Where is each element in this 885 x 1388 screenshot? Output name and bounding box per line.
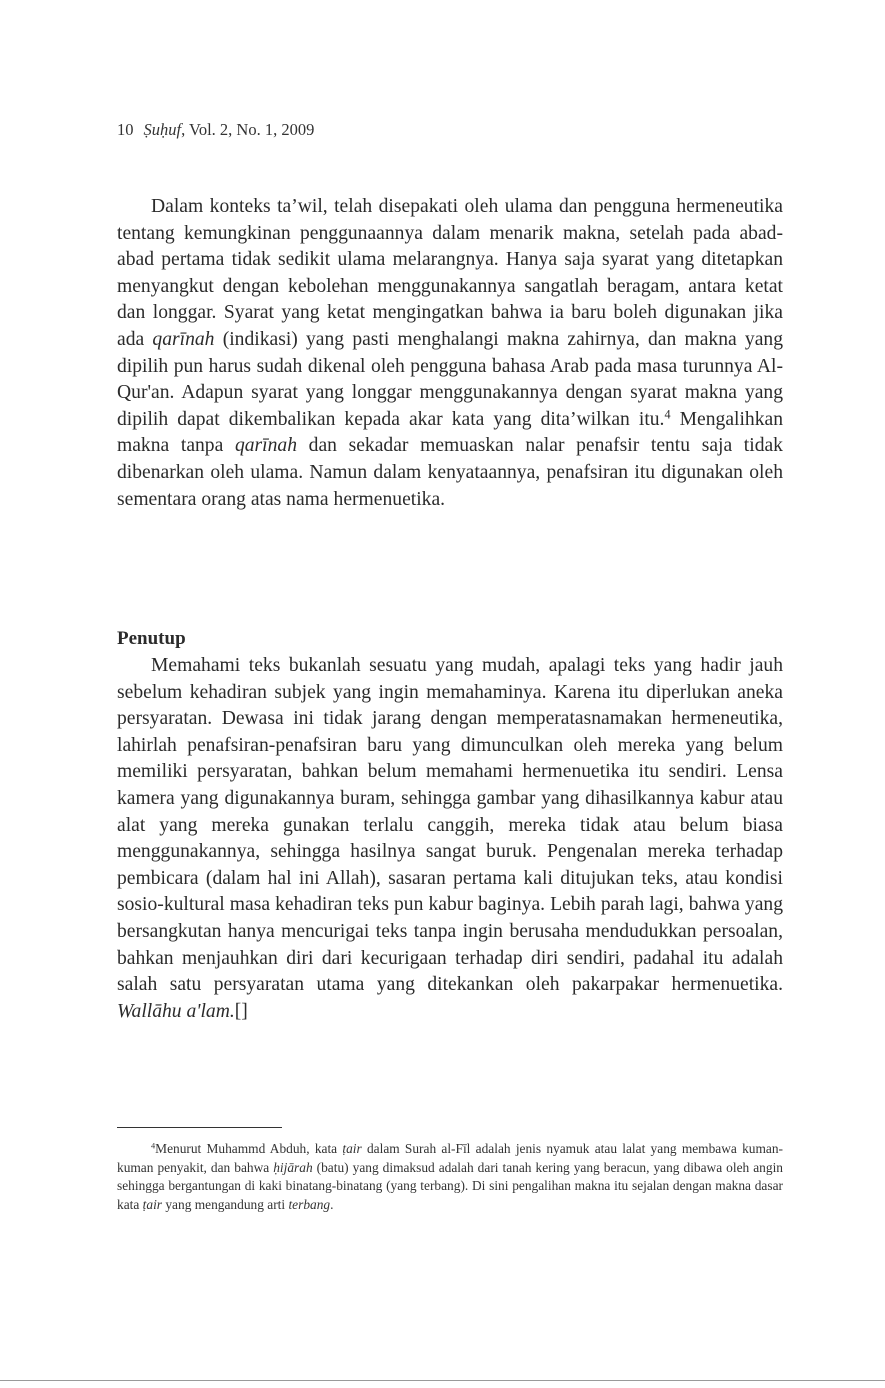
running-head [117, 120, 314, 140]
closing-phrase: Wallāhu a'lam. [117, 1000, 235, 1022]
footnote-ref: 4 [664, 407, 671, 422]
footnote [117, 1140, 783, 1214]
footnote-divider [117, 1127, 282, 1128]
term-qarinah: qarīnah [152, 328, 215, 350]
volume-info: , Vol. 2, No. 1, 2009 [181, 120, 315, 139]
body-text-conclusion [117, 653, 783, 1025]
scan-edge-line [0, 1380, 885, 1381]
footnote-4: $^4$Menurut Muhammd Abduh, kata ṭair dalam Surah al-Fīl adalah jenis nyamuk atau lalat yang membawa kuman-kuman penyakit, dan bahwa ḥijārah (batu) yang dimaksud adalah dari tanah kering yang beracun, yang dibawa oleh angin sehingga bergantungan di kaki binatang-binatang (yang terbang). Di sini pengalihan makna itu sejalan dengan makna dasar kata ṭair yang mengandung arti terbang. [117, 1141, 783, 1212]
footnote-number: 4 [151, 1141, 156, 1151]
paragraph-takwil: Dalam konteks ta’wil, telah disepakati oleh ulama dan pengguna hermeneutika tentang kemungkinan penggunaannya dalam menarik makna, setelah pada abad-abad pertama tidak sedikit ulama melarangnya. Hanya saja syarat yang ditetapkan menyangkut dengan kebolehan menggunakannya sangatlah beragam, antara ketat dan longgar. Syarat yang ketat mengingatkan bahwa ia baru boleh digunakan jika ada qarīnah (indikasi) yang pasti menghalangi makna zahirnya, dan makna yang dipilih pun harus sudah dikenal oleh pengguna bahasa Arab pada masa turunnya Al-Qur'an. Adapun syarat yang longgar menggunakannya dengan syarat makna yang dipilih dapat dikembalikan kepada akar kata yang dita’wilkan itu.$^4$ Mengalihkan makna tanpa qarīnah dan sekadar memuaskan nalar penafsir tentu saja tidak dibenarkan oleh ulama. Namun dalam kenyataannya, penafsiran itu digunakan oleh sementara orang atas nama hermenuetika. [117, 196, 784, 510]
body-text-top [117, 194, 783, 513]
section-heading-penutup: Penutup [117, 628, 186, 649]
page-number: 10 [117, 120, 134, 139]
journal-title: Ṣuḥuf [143, 120, 182, 139]
term-qarinah: qarīnah [234, 435, 298, 457]
paragraph-conclusion: Memahami teks bukanlah sesuatu yang mudah, apalagi teks yang hadir jauh sebelum kehadiran subjek yang ingin memahaminya. Karena itu diperlukan aneka persyaratan. Dewasa ini tidak jarang dengan memperatasnamakan hermeneutika, lahirlah penafsiran-penafsiran baru yang dimunculkan oleh mereka yang belum memiliki persyaratan, bahkan belum memahami hermenuetika itu sendiri. Lensa kamera yang digunakannya buram, sehingga gambar yang dihasilkannya kabur atau alat yang mereka gunakan terlalu canggih, mereka tidak atau belum biasa menggunakannya, sehingga hasilnya sangat buruk. Pengenalan mereka terhadap pembicara (dalam hal ini Allah), sasaran pertama kali ditujukan teks, atau kondisi sosio-kultural masa kehadiran teks pun kabur baginya. Lebih parah lagi, bahwa yang bersangkutan hanya mencurigai teks tanpa ingin berusaha mendudukkan persoalan, bahkan menjauhkan diri dari kecurigaan terhadap diri sendiri, padahal itu adalah salah satu persyaratan utama yang ditekankan oleh pakarpakar hermenuetika. Wallāhu a'lam.[] [117, 655, 783, 1022]
